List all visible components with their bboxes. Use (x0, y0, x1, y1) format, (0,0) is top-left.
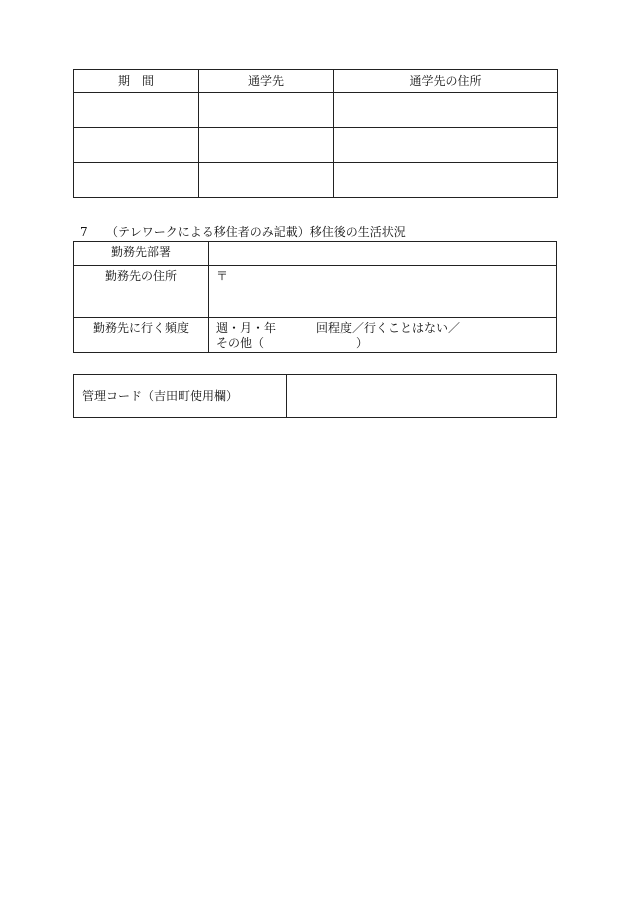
frequency-line-2 (216, 336, 556, 351)
frequency-field[interactable] (209, 318, 557, 353)
frequency-line-1 (216, 321, 556, 336)
frequency-row (74, 318, 557, 353)
table-row (74, 93, 558, 128)
study-table-header-row (74, 70, 558, 93)
frequency-other-close: ） (356, 336, 369, 350)
telework-status-table (73, 241, 557, 353)
admin-code-field[interactable] (287, 375, 557, 418)
table-row (74, 128, 558, 163)
dept-field[interactable] (209, 242, 557, 266)
address-field[interactable] (209, 266, 557, 318)
section-7-heading (80, 223, 406, 240)
period-cell[interactable] (74, 93, 199, 128)
header-period: 期 間 (74, 70, 199, 93)
school-address-cell[interactable] (334, 128, 558, 163)
period-cell[interactable] (74, 128, 199, 163)
admin-code-table (73, 374, 557, 418)
frequency-rest: 回程度／行くことはない／ (316, 321, 461, 335)
address-row (74, 266, 557, 318)
school-cell[interactable] (199, 128, 334, 163)
section-title: （テレワークによる移住者のみ記載）移住後の生活状況 (106, 225, 406, 239)
table-row (74, 163, 558, 198)
frequency-unit: 週・月・年 (216, 321, 277, 335)
postal-mark: 〒 (216, 269, 229, 283)
school-address-cell[interactable] (334, 163, 558, 198)
frequency-label: 勤務先に行く頻度 (74, 318, 209, 353)
school-address-cell[interactable] (334, 93, 558, 128)
school-cell[interactable] (199, 93, 334, 128)
admin-row (74, 375, 557, 418)
section-number: 7 (80, 225, 88, 239)
header-school-address: 通学先の住所 (334, 70, 558, 93)
frequency-other-open: その他（ (216, 336, 265, 350)
dept-row (74, 242, 557, 266)
school-cell[interactable] (199, 163, 334, 198)
study-period-table (73, 69, 558, 198)
admin-code-label: 管理コード（吉田町使用欄） (74, 375, 287, 418)
address-label: 勤務先の住所 (74, 266, 209, 318)
dept-label: 勤務先部署 (74, 242, 209, 266)
period-cell[interactable] (74, 163, 199, 198)
header-school: 通学先 (199, 70, 334, 93)
